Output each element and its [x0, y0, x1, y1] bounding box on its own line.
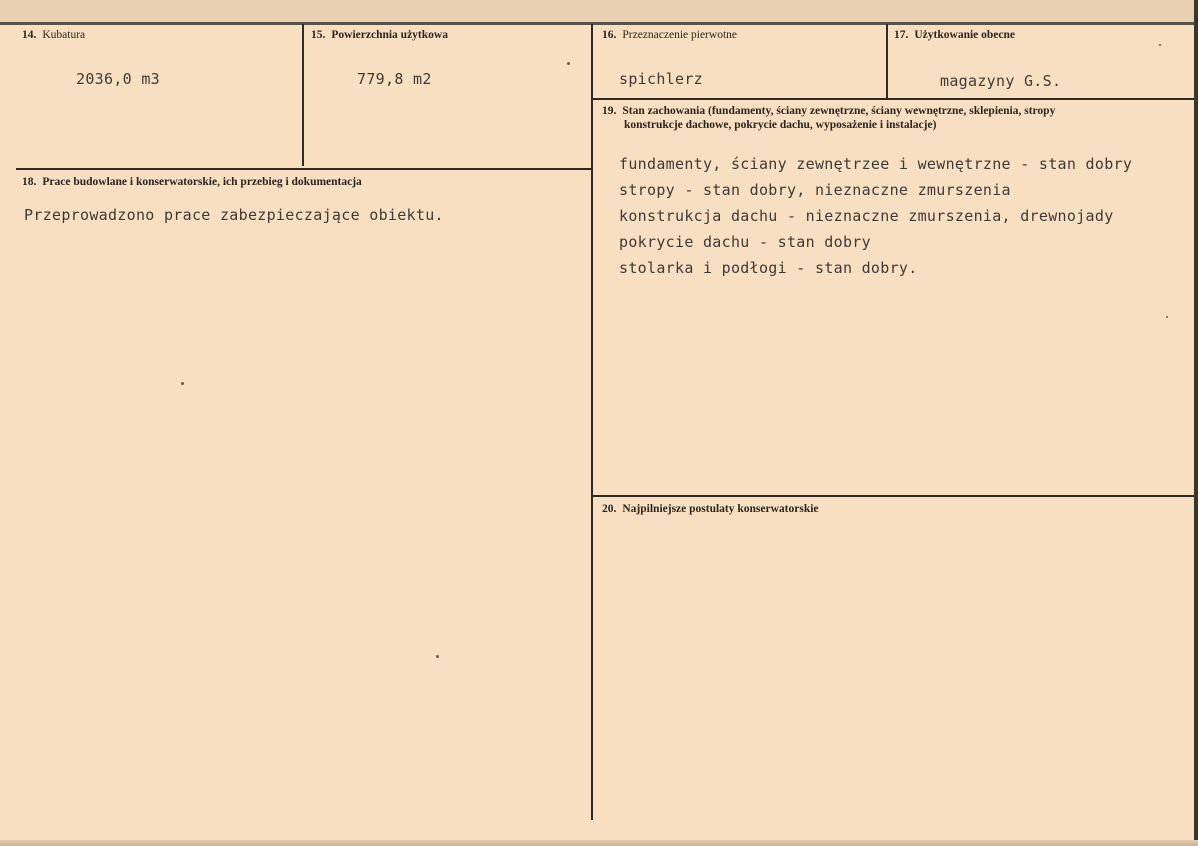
field-14-number: 14.: [22, 29, 37, 41]
card-right-edge: [1194, 0, 1198, 846]
field-19-line: konstrukcja dachu - nieznaczne zmurszenia, drewnojady: [619, 207, 1114, 225]
field-17-label: [894, 28, 1015, 42]
paper-speck: [181, 382, 184, 385]
field-19-label-line2: konstrukcje dachowe, pokrycie dachu, wyposażenie i instalacje): [624, 119, 937, 131]
field-14-label-text: Kubatura: [42, 29, 86, 41]
card-bottom-edge: [0, 840, 1198, 846]
field-15-label: [311, 28, 448, 42]
field-17-number: 17.: [894, 29, 909, 41]
divider-row-16-19: [593, 98, 1194, 100]
field-20-label-text: Najpilniejsze postulaty konserwatorskie: [622, 503, 819, 515]
divider-main-center: [591, 24, 593, 820]
paper-speck: [436, 655, 439, 658]
field-15-label-text: Powierzchnia użytkowa: [331, 29, 448, 41]
field-20-number: 20.: [602, 503, 617, 515]
card-top-edge: [0, 0, 1198, 22]
field-19-line: stropy - stan dobry, nieznaczne zmurszenia: [619, 181, 1011, 199]
field-15-value: 779,8 m2: [357, 70, 432, 88]
paper-speck: [567, 62, 570, 65]
field-16-label-text: Przeznaczenie pierwotne: [622, 29, 737, 41]
field-14-label: [22, 28, 85, 42]
field-14-value: 2036,0 m3: [76, 70, 160, 88]
paper-speck: [1166, 316, 1168, 318]
field-16-value: spichlerz: [619, 70, 703, 88]
card-top-fold-line: [0, 22, 1198, 25]
paper-speck: [1159, 44, 1161, 46]
field-15-number: 15.: [311, 29, 326, 41]
field-19-value: [619, 151, 1132, 281]
field-16-label: [602, 28, 737, 42]
divider-row-19-20: [593, 495, 1194, 497]
field-19-number: 19.: [602, 105, 617, 117]
field-19-line: fundamenty, ściany zewnętrzee i wewnętrzne - stan dobry: [619, 155, 1133, 173]
field-17-value: magazyny G.S.: [940, 72, 1062, 90]
field-18-number: 18.: [22, 176, 37, 188]
field-20-label: [602, 502, 819, 516]
field-19-line: stolarka i podłogi - stan dobry.: [619, 259, 918, 277]
divider-14-15: [302, 24, 304, 166]
field-17-label-text: Użytkowanie obecne: [914, 29, 1015, 41]
field-19-label: [602, 104, 1174, 132]
field-19-line: pokrycie dachu - stan dobry: [619, 233, 871, 251]
field-18-value: Przeprowadzono prace zabezpieczające obiektu.: [24, 206, 444, 224]
field-18-label-text: Prace budowlane i konserwatorskie, ich przebieg i dokumentacja: [42, 176, 362, 188]
field-19-label-line1: [602, 104, 1174, 118]
field-16-number: 16.: [602, 29, 617, 41]
field-19-label-text-1: Stan zachowania (fundamenty, ściany zewnętrzne, ściany wewnętrzne, sklepienia, stropy: [622, 105, 1056, 117]
divider-16-17: [886, 24, 888, 98]
field-18-label: [22, 175, 362, 189]
divider-row-15-18: [16, 168, 591, 170]
